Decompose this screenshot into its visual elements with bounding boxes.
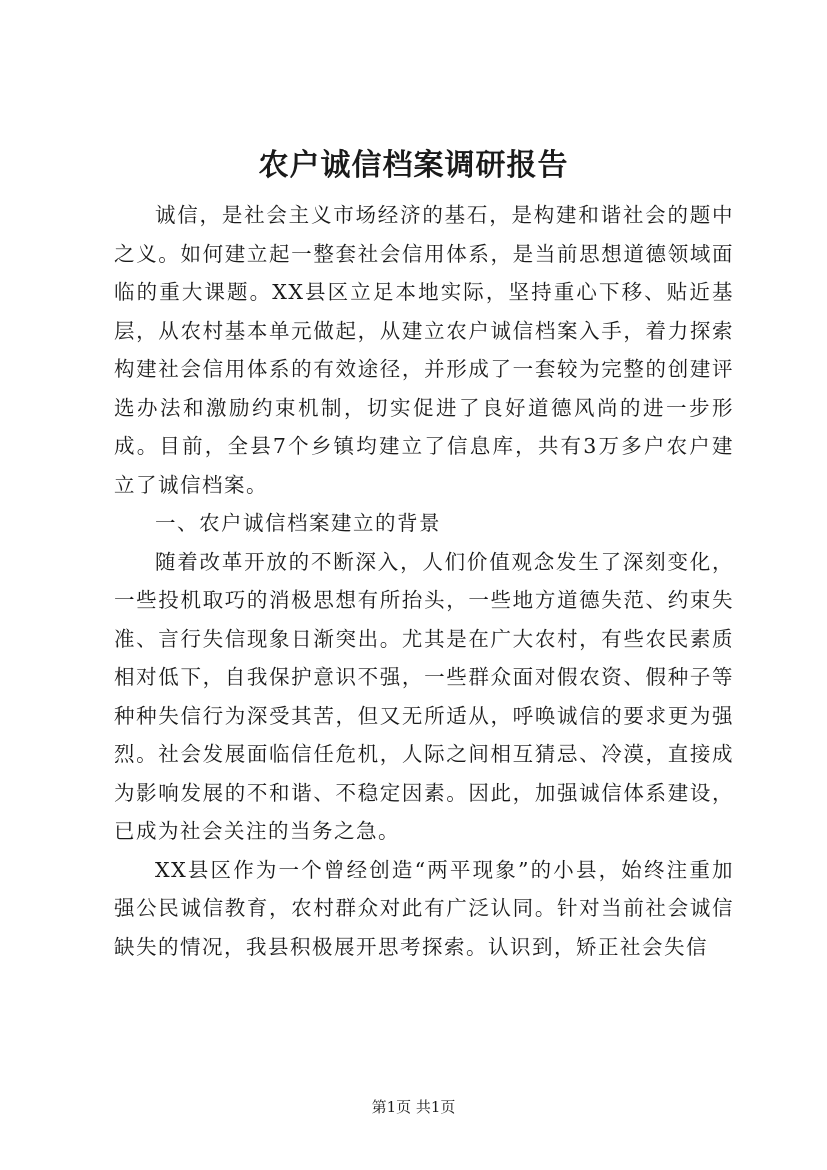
- page-number-footer: 第1页 共1页: [371, 1098, 456, 1116]
- paragraph-county: XX县区作为一个曾经创造“两平现象”的小县，始终注重加强公民诚信教育，农村群众对此有广泛认同。针对当前社会诚信缺失的情况，我县积极展开思考探索。认识到，矫正社会失信: [114, 857, 734, 959]
- section-heading-background: 一、农户诚信档案建立的背景: [155, 511, 441, 535]
- paragraph-background: 随着改革开放的不断深入，人们价值观念发生了深刻变化，一些投机取巧的消极思想有所抬头，一些地方道德失范、约束失准、言行失信现象日渐突出。尤其是在广大农村，有些农民素质相对低下，自我保护意识不强，一些群众面对假农资、假种子等种种失信行为深受其苦，但又无所适从，呼唤诚信的要求更为强烈。社会发展面临信任危机，人际之间相互猜忌、冷漠，直接成为影响发展的不和谐、不稳定因素。因此，加强诚信体系建设，已成为社会关注的当务之急。: [114, 549, 734, 843]
- paragraph-intro: 诚信，是社会主义市场经济的基石，是构建和谐社会的题中之义。如何建立起一整套社会信用体系，是当前思想道德领域面临的重大课题。XX县区立足本地实际，坚持重心下移、贴近基层，从农村基本单元做起，从建立农户诚信档案入手，着力探索构建社会信用体系的有效途径，并形成了一套较为完整的创建评选办法和激励约束机制，切实促进了良好道德风尚的进一步形成。目前，全县7个乡镇均建立了信息库，共有3万多户农户建立了诚信档案。: [114, 203, 734, 497]
- document-title: 农户诚信档案调研报告: [258, 148, 569, 183]
- document-body: [114, 196, 734, 966]
